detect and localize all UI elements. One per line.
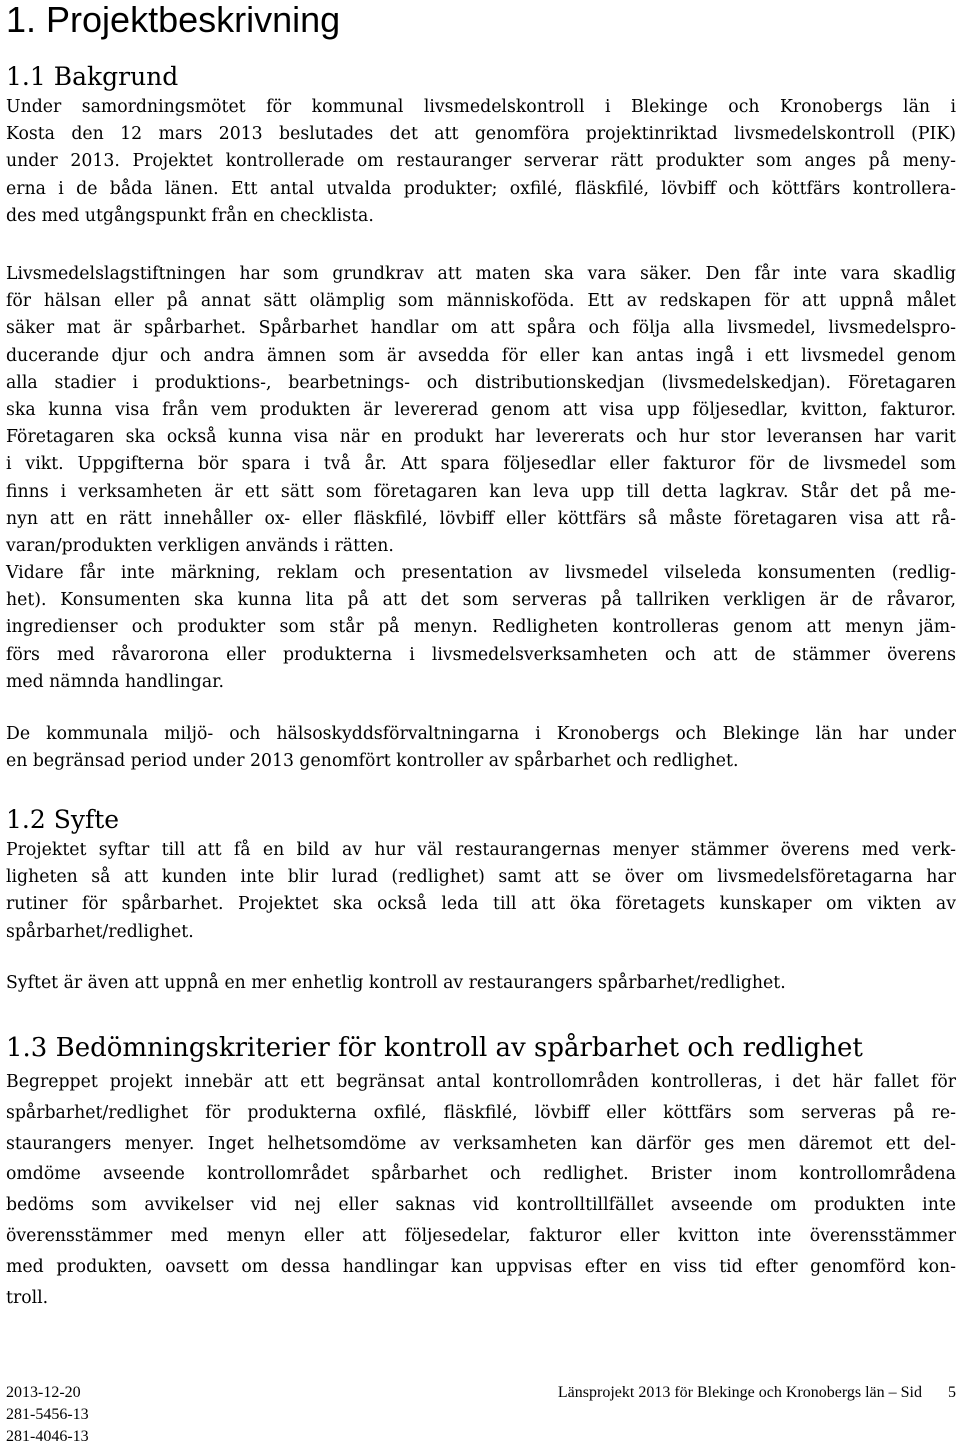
text-line: varan/produkten verkligen används i rätten. — [6, 535, 394, 556]
text-line: Begreppet projekt innebär att ett begränsat antal kontrollområden kontrolleras, i det här fallet för — [6, 1072, 956, 1092]
paragraph-syfte-enhetlig — [6, 970, 956, 997]
text-line: spårbarhet/redlighet för produkterna oxfilé, fläskfilé, lövbiff eller köttfärs som serveras på re- — [6, 1102, 956, 1123]
text-line: under 2013. Projektet kontrollerade om restauranger serverar rätt produkter som anges på meny- — [6, 151, 956, 172]
text-line: alla stadier i produktions-, bearbetnings- och distributionskedjan (livsmedelskedjan). Företagaren — [6, 372, 956, 393]
text-line: Vidare får inte märkning, reklam och presentation av livsmedel vilseleda konsumenten (redlig- — [6, 563, 956, 584]
text-line: nyn att en rätt innehåller ox- eller fläskfilé, lövbiff eller köttfärs så måste företagaren visa att rå- — [6, 508, 956, 529]
text-line: Kosta den 12 mars 2013 beslutades det att genomföra projektinriktad livsmedelskontroll (PIK) — [6, 124, 956, 145]
text-line: en begränsad period under 2013 genomfört kontroller av spårbarhet och redlighet. — [6, 751, 739, 772]
text-line: för hälsan eller på annat sätt olämplig som människoföda. Ett av redskapen för att uppnå målet — [6, 291, 956, 312]
footer-date: 2013-12-20 — [6, 1384, 81, 1401]
text-line: Projektet syftar till att få en bild av hur väl restaurangernas menyer stämmer överens med verk- — [6, 840, 956, 860]
text-line: ska kunna visa från vem produkten är levererad genom att visa upp följesedlar, kvitton, fakturor. — [6, 399, 956, 420]
text-line: Företagaren ska också kunna visa när en produkt har levererats och hur stor leveransen har varit — [6, 427, 956, 448]
text-line: med nämnda handlingar. — [6, 671, 225, 692]
text-line: spårbarhet/redlighet. — [6, 921, 194, 942]
text-line: överensstämmer med menyn eller att följesedelar, fakturor eller kvitton inte överensstämmer — [6, 1225, 956, 1246]
text-line: het). Konsumenten ska kunna lita på att det som serveras på tallriken verkligen är de råvaror, — [6, 590, 956, 611]
text-line: ligheten så att kunden inte blir lurad (redlighet) samt att se över om livsmedelsföretagarna har — [6, 867, 956, 888]
text-line: De kommunala miljö- och hälsoskyddsförvaltningarna i Kronobergs och Blekinge län har under — [6, 724, 956, 744]
footer-meta — [6, 1382, 89, 1448]
document-title: 1. Projektbeskrivning — [6, 0, 341, 40]
text-line: Syftet är även att uppnå en mer enhetlig kontroll av restaurangers spårbarhet/redlighet. — [6, 973, 786, 993]
paragraph-kriterier — [6, 1067, 956, 1313]
section-heading-kriterier: 1.3 Bedömningskriterier för kontroll av spårbarhet och redlighet — [6, 1033, 863, 1063]
text-line: ducerande djur och andra ämnen som är avsedda för eller kan antas ingå i ett livsmedel genom — [6, 345, 956, 366]
text-line: ingredienser och produkter som står på menyn. Redligheten kontrolleras genom att menyn jäm- — [6, 617, 956, 638]
text-line: erna i de båda länen. Ett antal utvalda produkter; oxfilé, fläskfilé, lövbiff och köttfärs kontrollera- — [6, 178, 956, 199]
footer-running-title — [558, 1382, 956, 1404]
paragraph-bakgrund-intro — [6, 94, 956, 230]
text-line: säker mat är spårbarhet. Spårbarhet handlar om att spåra och följa alla livsmedel, livsmedelspro- — [6, 318, 956, 339]
paragraph-bakgrund-sparbarhet — [6, 261, 956, 696]
text-line: rutiner för spårbarhet. Projektet ska också leda till att öka företagets kunskaper om vikten av — [6, 894, 956, 915]
text-line: i vikt. Uppgifterna bör spara i två år. Att spara följesedlar eller fakturor för de livsmedel som — [6, 454, 956, 475]
paragraph-syfte-intro — [6, 837, 956, 946]
paragraph-bakgrund-kontroller — [6, 721, 956, 775]
text-line: staurangers menyer. Inget helhetsomdöme av verksamheten kan därför ges men däremot ett del- — [6, 1133, 956, 1154]
footer-reference: 281-5456-13 — [6, 1406, 89, 1423]
text-line: bedöms som avvikelser vid nej eller saknas vid kontrolltillfället avseende om produkten inte — [6, 1195, 956, 1216]
section-heading-bakgrund: 1.1 Bakgrund — [6, 62, 179, 91]
text-line: med produkten, oavsett om dessa handlingar kan uppvisas efter en viss tid efter genomförd kon- — [6, 1256, 956, 1277]
text-line: Under samordningsmötet för kommunal livsmedelskontroll i Blekinge och Kronobergs län i — [6, 97, 956, 117]
text-line: Livsmedelslagstiftningen har som grundkrav att maten ska vara säker. Den får inte vara skadlig — [6, 264, 956, 284]
page-number: 5 — [948, 1384, 956, 1401]
footer-title: Länsprojekt 2013 för Blekinge och Kronobergs län – Sid — [557, 1384, 922, 1401]
section-heading-syfte: 1.2 Syfte — [6, 805, 120, 834]
text-line: des med utgångspunkt från en checklista. — [6, 205, 374, 226]
text-line: finns i verksamheten är ett sätt som företagaren kan leva upp till detta lagkrav. Står det på me- — [6, 481, 956, 502]
footer-reference: 281-4046-13 — [6, 1428, 89, 1445]
text-line: troll. — [6, 1287, 49, 1308]
text-line: omdöme avseende kontrollområdet spårbarhet och redlighet. Brister inom kontrollområdena — [6, 1164, 956, 1185]
text-line: förs med råvarorona eller produkterna i livsmedelsverksamheten och att de stämmer överens — [6, 644, 956, 665]
